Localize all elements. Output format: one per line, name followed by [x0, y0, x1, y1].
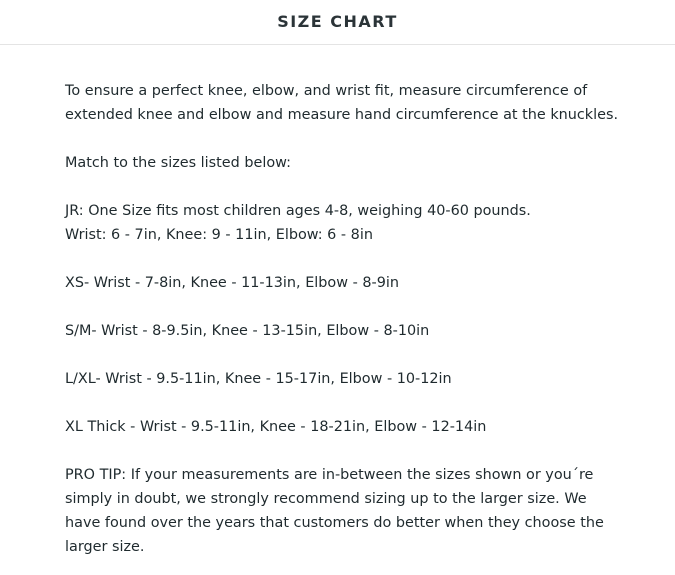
intro-text: To ensure a perfect knee, elbow, and wrist fit, measure circumference of extended knee and elbow and measure hand circumference at the knuckles. — [65, 83, 619, 123]
lxl-size-line: L/XL- Wrist - 9.5-11in, Knee - 15-17in, Elbow - 10-12in — [65, 371, 452, 387]
sm-size-line: S/M- Wrist - 8-9.5in, Knee - 13-15in, Elbow - 8-10in — [65, 323, 430, 339]
size-chart-content — [65, 79, 625, 575]
jr-size-line: JR: One Size fits most children ages 4-8, weighing 40-60 pounds. — [65, 203, 531, 219]
modal-header — [0, 0, 675, 45]
pro-tip-text: PRO TIP: If your measurements are in-between the sizes shown or you´re simply in doubt, we strongly recommend sizing up to the larger size. We have found over the years that customers do better when they choose the larger size. — [65, 467, 604, 555]
jr-measurements-line: Wrist: 6 - 7in, Knee: 9 - 11in, Elbow: 6 - 8in — [65, 227, 373, 243]
xl-thick-size-line: XL Thick - Wrist - 9.5-11in, Knee - 18-21in, Elbow - 12-14in — [65, 419, 487, 435]
modal-title: SIZE CHART — [277, 11, 398, 31]
xs-size-line: XS- Wrist - 7-8in, Knee - 11-13in, Elbow - 8-9in — [65, 275, 399, 291]
match-text: Match to the sizes listed below: — [65, 155, 291, 171]
